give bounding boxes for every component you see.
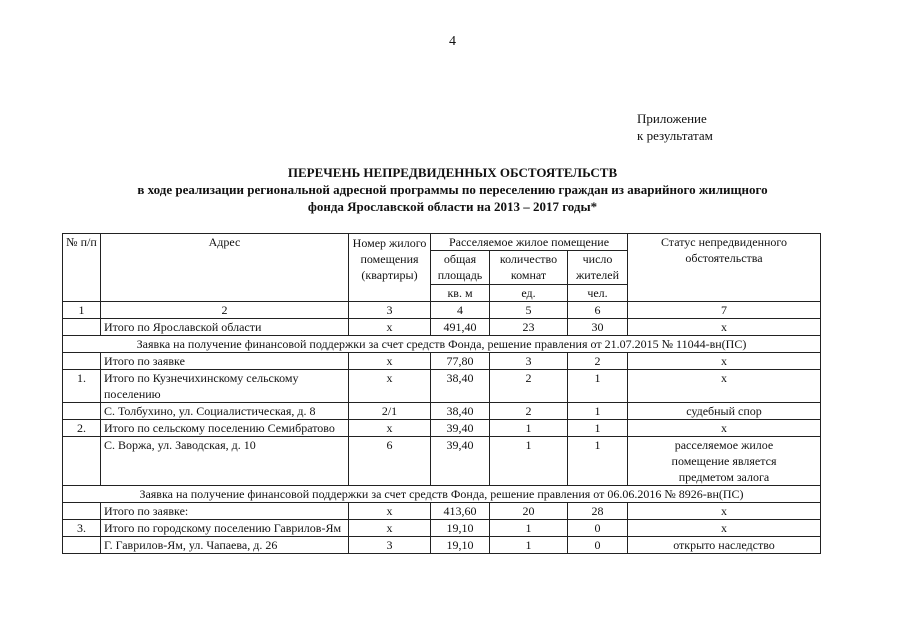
row-area: 77,80 — [431, 353, 490, 370]
row-address: Итого по заявке: — [101, 503, 349, 520]
row-address: Итого по Ярославской области — [101, 319, 349, 336]
row-num — [63, 437, 101, 486]
table-row — [63, 537, 821, 554]
table-row — [63, 503, 821, 520]
section-heading: Заявка на получение финансовой поддержки за счет средств Фонда, решение правления от 06.06.2016 № 8926-вн(ПС) — [63, 486, 821, 503]
row-residents: 2 — [568, 353, 628, 370]
document-title — [60, 164, 845, 215]
row-status: судебный спор — [628, 403, 821, 420]
row-area: 491,40 — [431, 319, 490, 336]
row-apartment: х — [349, 370, 431, 403]
row-status: х — [628, 370, 821, 403]
row-num: 3. — [63, 520, 101, 537]
row-num: 2. — [63, 420, 101, 437]
section-heading: Заявка на получение финансовой поддержки за счет средств Фонда, решение правления от 21.07.2015 № 11044-вн(ПС) — [63, 336, 821, 353]
row-address: Итого по заявке — [101, 353, 349, 370]
page-number: 4 — [449, 34, 456, 49]
header-unit-rooms: ед. — [490, 285, 568, 302]
col-number: 5 — [490, 302, 568, 319]
row-apartment: х — [349, 520, 431, 537]
row-status: х — [628, 503, 821, 520]
row-status: х — [628, 520, 821, 537]
row-residents: 1 — [568, 437, 628, 486]
col-number: 2 — [101, 302, 349, 319]
row-residents: 30 — [568, 319, 628, 336]
header-row — [63, 234, 821, 251]
header-apartment: Номер жилого помещения (квартиры) — [349, 234, 431, 302]
header-rooms: количество комнат — [490, 251, 568, 285]
col-number: 6 — [568, 302, 628, 319]
header-num: № п/п — [63, 234, 101, 302]
table-row — [63, 420, 821, 437]
row-rooms: 3 — [490, 353, 568, 370]
row-address: Г. Гаврилов-Ям, ул. Чапаева, д. 26 — [101, 537, 349, 554]
row-residents: 0 — [568, 537, 628, 554]
section-row — [63, 486, 821, 503]
col-number: 1 — [63, 302, 101, 319]
column-numbers-row — [63, 302, 821, 319]
row-num — [63, 537, 101, 554]
row-apartment: х — [349, 503, 431, 520]
appendix-line-2: к результатам — [637, 128, 713, 143]
row-rooms: 20 — [490, 503, 568, 520]
row-apartment: х — [349, 319, 431, 336]
row-rooms: 2 — [490, 403, 568, 420]
row-residents: 1 — [568, 420, 628, 437]
row-address: С. Воржа, ул. Заводская, д. 10 — [101, 437, 349, 486]
table-row — [63, 370, 821, 403]
row-apartment: х — [349, 420, 431, 437]
row-rooms: 1 — [490, 437, 568, 486]
row-apartment: 6 — [349, 437, 431, 486]
row-area: 38,40 — [431, 403, 490, 420]
header-address: Адрес — [101, 234, 349, 302]
appendix-line-1: Приложение — [637, 111, 707, 126]
appendix-note — [637, 110, 713, 144]
row-rooms: 1 — [490, 520, 568, 537]
circumstances-table — [62, 233, 821, 554]
header-unit-area: кв. м — [431, 285, 490, 302]
row-num — [63, 503, 101, 520]
header-status: Статус непредвиденного обстоятельства — [628, 234, 821, 302]
row-address: Итого по Кузнечихинскому сельскому поселению — [101, 370, 349, 403]
table-row — [63, 403, 821, 420]
row-area: 413,60 — [431, 503, 490, 520]
row-status: открыто наследство — [628, 537, 821, 554]
table-row — [63, 437, 821, 486]
header-group: Расселяемое жилое помещение — [431, 234, 628, 251]
row-rooms: 1 — [490, 537, 568, 554]
row-apartment: х — [349, 353, 431, 370]
row-num — [63, 403, 101, 420]
col-number: 3 — [349, 302, 431, 319]
row-num — [63, 319, 101, 336]
title-line-1: ПЕРЕЧЕНЬ НЕПРЕДВИДЕННЫХ ОБСТОЯТЕЛЬСТВ — [287, 165, 618, 180]
table-row — [63, 319, 821, 336]
row-rooms: 1 — [490, 420, 568, 437]
row-residents: 1 — [568, 370, 628, 403]
col-number: 7 — [628, 302, 821, 319]
row-residents: 0 — [568, 520, 628, 537]
row-area: 39,40 — [431, 437, 490, 486]
table-row — [63, 353, 821, 370]
row-address: Итого по сельскому поселению Семибратово — [101, 420, 349, 437]
row-num — [63, 353, 101, 370]
row-status: расселяемое жилое помещение является предметом залога — [628, 437, 821, 486]
header-residents: число жителей — [568, 251, 628, 285]
title-line-2: в ходе реализации региональной адресной программы по переселению граждан из аварийного жилищного — [137, 182, 768, 197]
row-rooms: 23 — [490, 319, 568, 336]
col-number: 4 — [431, 302, 490, 319]
row-area: 19,10 — [431, 537, 490, 554]
row-num: 1. — [63, 370, 101, 403]
row-apartment: 3 — [349, 537, 431, 554]
row-residents: 28 — [568, 503, 628, 520]
table-row — [63, 520, 821, 537]
row-area: 39,40 — [431, 420, 490, 437]
section-row — [63, 336, 821, 353]
title-line-3: фонда Ярославской области на 2013 – 2017 годы* — [307, 199, 598, 214]
header-area: общая площадь — [431, 251, 490, 285]
header-unit-residents: чел. — [568, 285, 628, 302]
row-apartment: 2/1 — [349, 403, 431, 420]
row-status: х — [628, 420, 821, 437]
row-address: Итого по городскому поселению Гаврилов-Ям — [101, 520, 349, 537]
row-status: х — [628, 353, 821, 370]
row-address: С. Толбухино, ул. Социалистическая, д. 8 — [101, 403, 349, 420]
row-area: 38,40 — [431, 370, 490, 403]
row-status: х — [628, 319, 821, 336]
row-rooms: 2 — [490, 370, 568, 403]
row-residents: 1 — [568, 403, 628, 420]
row-area: 19,10 — [431, 520, 490, 537]
